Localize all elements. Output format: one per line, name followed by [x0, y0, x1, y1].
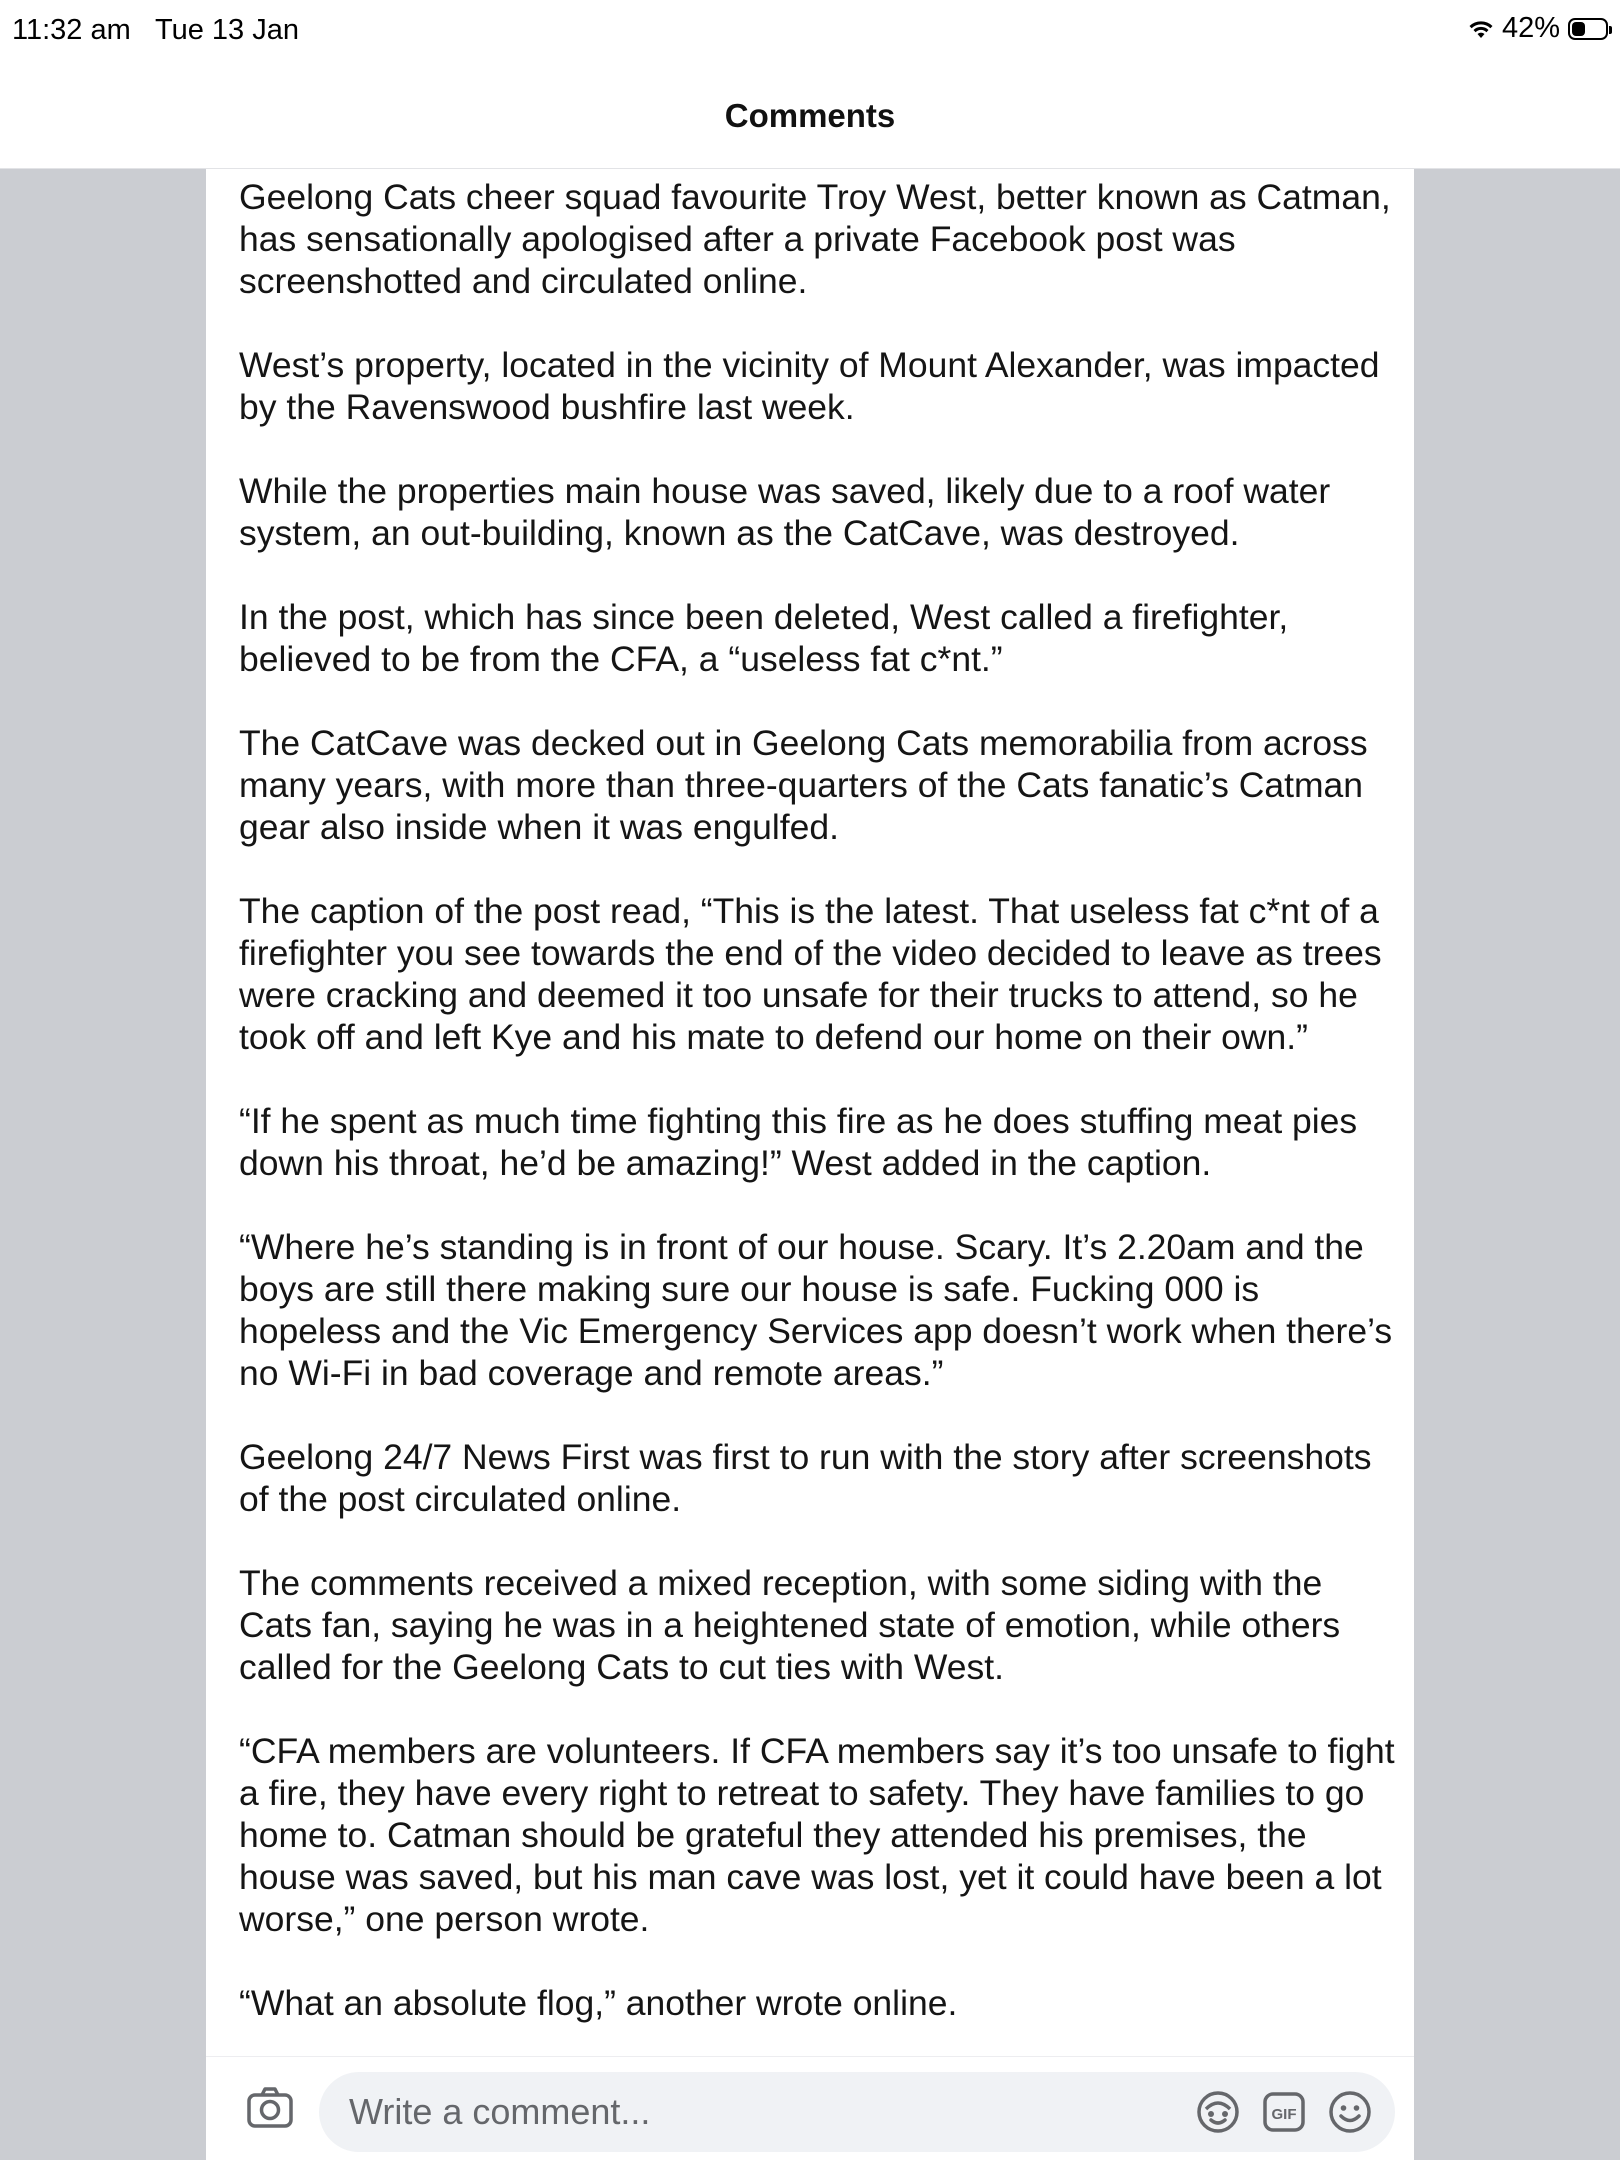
article-paragraph: Geelong Cats cheer squad favourite Troy West, better known as Catman, has sensationally apologised after a private Facebook post was screenshotted and circulated online.: [239, 177, 1391, 301]
avatar-sticker-icon[interactable]: [1195, 2089, 1241, 2135]
battery-percent: 42%: [1501, 12, 1560, 44]
wifi-icon: [1468, 19, 1494, 39]
article-paragraph: The caption of the post read, “This is the latest. That useless fat c*nt of a firefighter you see towards the end of the video decided to leave as trees were cracking and deemed it too unsafe for their trucks to attend, so he took off and left Kye and his mate to defend our home on their own.”: [239, 891, 1382, 1057]
gif-icon[interactable]: [1261, 2089, 1307, 2135]
emoji-icon[interactable]: [1327, 2089, 1373, 2135]
comment-input-icons: [1195, 2089, 1373, 2135]
status-indicators: [1468, 12, 1608, 45]
article-paragraph: West’s property, located in the vicinity of Mount Alexander, was impacted by the Ravenswood bushfire last week.: [239, 345, 1380, 427]
comment-box[interactable]: [319, 2072, 1395, 2152]
post-article-text: [239, 176, 1399, 2066]
article-paragraph: “Where he’s standing is in front of our house. Scary. It’s 2.20am and the boys are still there making sure our house is safe. Fucking 000 is hopeless and the Vic Emergency Services app doesn’t work when there’s no Wi-Fi in bad coverage and remote areas.”: [239, 1227, 1393, 1393]
status-bar: [0, 0, 1620, 62]
article-paragraph: Geelong 24/7 News First was first to run with the story after screenshots of the post circulated online.: [239, 1437, 1372, 1519]
article-paragraph: “What an absolute flog,” another wrote online.: [239, 1983, 958, 2023]
article-paragraph: In the post, which has since been deleted, West called a firefighter, believed to be from the CFA, a “useless fat c*nt.”: [239, 597, 1289, 679]
page-title: Comments: [724, 97, 896, 134]
clock-time: 11:32 am: [12, 14, 131, 46]
comment-composer: [206, 2056, 1414, 2160]
comment-input[interactable]: [349, 2072, 1129, 2152]
article-paragraph: “If he spent as much time fighting this fire as he does stuffing meat pies down his throat, he’d be amazing!” West added in the caption.: [239, 1101, 1358, 1183]
article-paragraph: The CatCave was decked out in Geelong Cats memorabilia from across many years, with more than three-quarters of the Cats fanatic’s Catman gear also inside when it was engulfed.: [239, 723, 1368, 847]
gif-label: GIF: [1271, 2106, 1297, 2123]
comments-panel[interactable]: [206, 169, 1414, 2160]
battery-level: [1572, 22, 1585, 36]
status-date: Tue 13 Jan: [154, 14, 299, 46]
article-paragraph: The comments received a mixed reception, with some siding with the Cats fan, saying he was in a heightened state of emotion, while others called for the Geelong Cats to cut ties with West.: [239, 1563, 1341, 1687]
article-paragraph: “CFA members are volunteers. If CFA members say it’s too unsafe to fight a fire, they have every right to retreat to safety. They have families to go home to. Catman should be grateful they attended his premises, the house was saved, but his man cave was lost, yet it could have been a lot worse,” one person wrote.: [239, 1731, 1395, 1939]
battery-icon: [1568, 18, 1608, 40]
navigation-bar: [0, 62, 1620, 169]
status-time: [12, 14, 299, 47]
camera-icon[interactable]: [246, 2084, 294, 2132]
article-paragraph: While the properties main house was saved, likely due to a roof water system, an out-building, known as the CatCave, was destroyed.: [239, 471, 1331, 553]
